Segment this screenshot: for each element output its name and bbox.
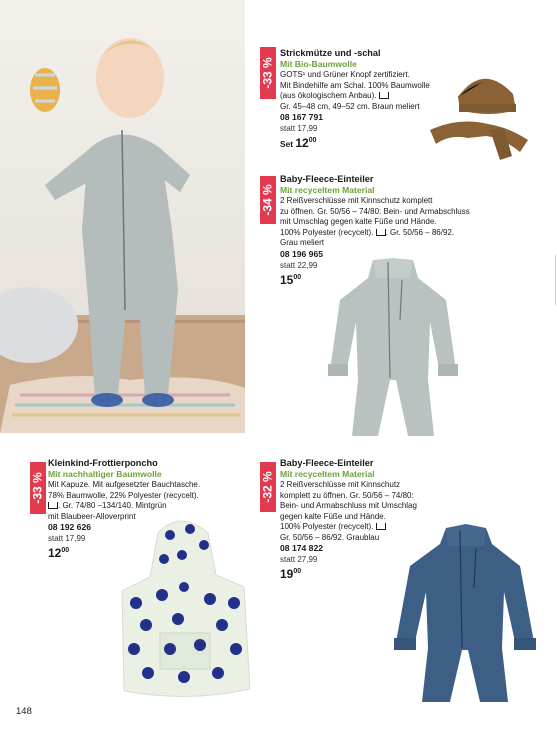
- care-label-icon: [379, 92, 389, 99]
- product-description-line: 2 Reißverschlüsse mit Kinnschutz komplett: [280, 196, 433, 205]
- article-number: 08 167 791: [280, 112, 324, 122]
- old-price: statt 22,99: [280, 260, 318, 270]
- price: Set $12^{00}$: [280, 136, 317, 150]
- article-number: 08 174 822: [280, 543, 324, 553]
- old-price: statt 17,99: [280, 124, 318, 133]
- old-price: statt 17,99: [48, 534, 86, 543]
- product-description-line: mit Umschlag gegen kalte Füße und Hände.: [280, 217, 437, 226]
- care-label-icon: [48, 502, 58, 509]
- discount-badge: -32 %: [260, 462, 276, 512]
- product-description-line: 100% Polyester (recycelt).: [280, 522, 460, 533]
- page-edge-line: [555, 255, 556, 305]
- discount-badge: -34 %: [260, 176, 276, 224]
- article-number: 08 196 965: [280, 248, 324, 259]
- product-description-line: Mit Bindehilfe am Schal. 100% Baumwolle: [280, 80, 430, 90]
- product-description-line: 100% Polyester (recycelt). . Gr. 50/56 – 86/92.: [280, 227, 455, 237]
- product-image-fleece-blue: [388, 520, 543, 705]
- product-image-fleece-grey: [318, 250, 468, 438]
- discount-badge: -33 %: [260, 47, 276, 99]
- old-price: statt 27,99: [280, 555, 318, 564]
- product-description-line: GOTS¹ und Grüner Knopf zertifiziert.: [280, 70, 410, 79]
- product-title: Baby-Fleece-Einteiler: [280, 458, 374, 468]
- product-description-line: (aus ökologischem Anbau).: [280, 91, 460, 102]
- product-description-line: zu öffnen. Gr. 50/56 – 74/80: Bein- und Armabschluss: [280, 206, 470, 216]
- product-image-knit-set: [428, 52, 540, 162]
- price: $12^{00}$: [48, 546, 70, 560]
- care-label-icon: [376, 523, 386, 530]
- product-image-poncho: [118, 515, 250, 705]
- product-subtitle: Mit Bio-Baumwolle: [280, 59, 357, 69]
- product-description-line: . Gr. 74/80 –134/140. Mintgrün: [48, 501, 228, 512]
- product-description-line: Gr. 45–48 cm, 49–52 cm. Braun meliert: [280, 101, 420, 111]
- product-description-line: Gr. 50/56 – 86/92. Graublau: [280, 532, 380, 542]
- product-subtitle: Mit recyceltem Material: [280, 469, 375, 479]
- product-description-line: 78% Baumwolle, 22% Polyester (recycelt).: [48, 490, 199, 500]
- product-description-line: gegen kalte Füße und Hände.: [280, 511, 386, 521]
- page-number: 148: [16, 706, 32, 717]
- hero-photo-toddler: [0, 0, 245, 433]
- product-description-line: mit Blaubeer-Alloverprint: [48, 511, 136, 521]
- price: $15^{00}$: [280, 272, 302, 287]
- product-description-line: komplett zu öffnen. Gr. 50/56 – 74/80:: [280, 490, 414, 500]
- product-subtitle: Mit nachhaltiger Baumwolle: [48, 469, 162, 479]
- product-title: Strickmütze und -schal: [280, 48, 381, 58]
- article-number: 08 192 626: [48, 522, 92, 532]
- product-title: Baby-Fleece-Einteiler: [280, 174, 374, 184]
- price: $19^{00}$: [280, 567, 302, 581]
- discount-badge: -33 %: [30, 462, 46, 514]
- product-description-line: 2 Reißverschlüsse mit Kinnschutz: [280, 480, 401, 489]
- product-description-line: Mit Kapuze. Mit aufgesetzter Bauchtasche.: [48, 480, 201, 489]
- product-title: Kleinkind-Frottierponcho: [48, 458, 158, 468]
- care-label-icon: [376, 229, 386, 236]
- product-description-line: Bein- und Armabschluss mit Umschlag: [280, 501, 417, 510]
- product-subtitle: Mit recyceltem Material: [280, 185, 375, 195]
- product-description-line: Grau meliert: [280, 238, 325, 247]
